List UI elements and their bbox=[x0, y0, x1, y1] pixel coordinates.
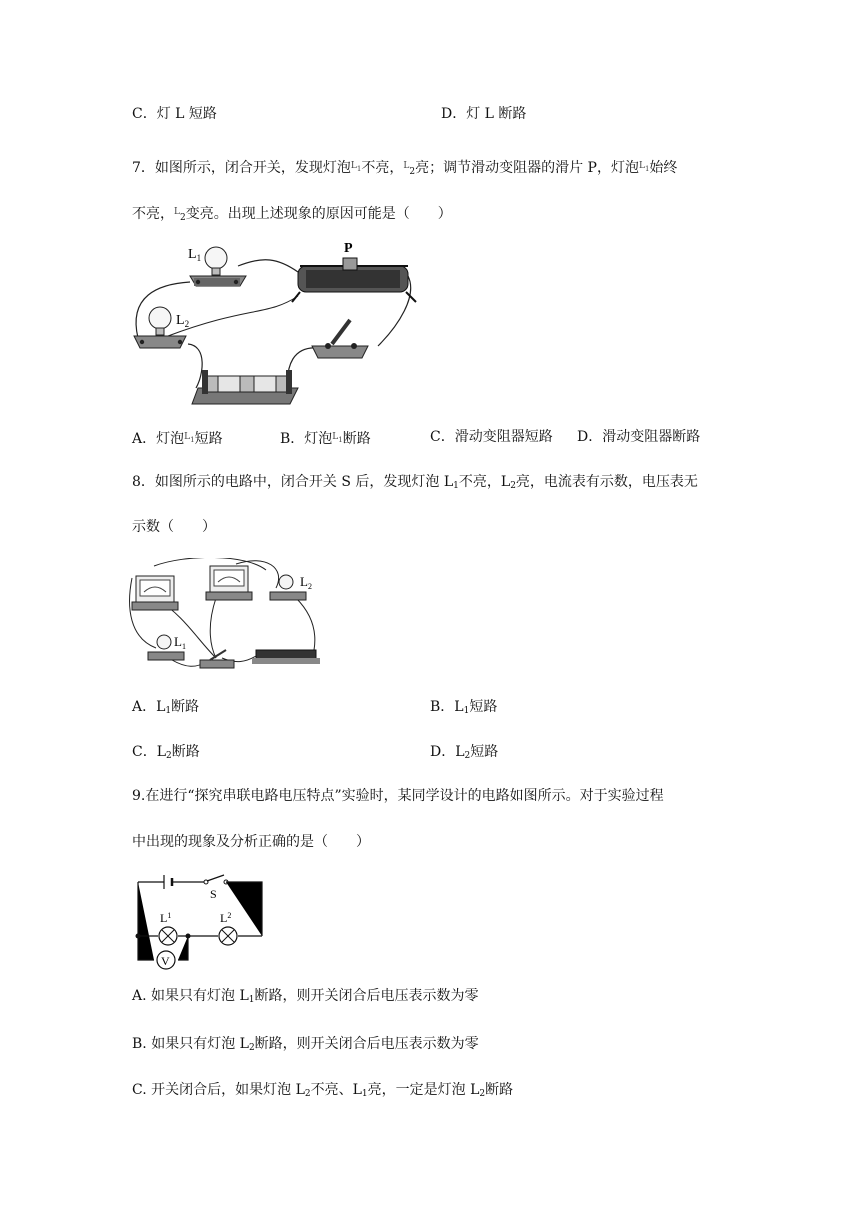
q8-stem-line2: 示数（ ） bbox=[132, 519, 216, 535]
q9-option-b: B. 如果只有灯泡 $L_2$断路，则开关闭合后电压表示数为零 bbox=[132, 1036, 479, 1053]
q8-option-c: C．$L_2$断路 bbox=[132, 744, 200, 761]
q8-option-b: B．$L_1$短路 bbox=[430, 699, 498, 716]
switch-icon bbox=[312, 320, 368, 358]
q7-fig-l2: $L_2$ bbox=[176, 313, 190, 329]
q8-stem-line1: 8．如图所示的电路中，闭合开关 S 后，发现灯泡 $L_1$不亮，$L_2$亮，电流表有示数，电压表无 bbox=[132, 474, 698, 491]
q6-option-d: D．灯 L 断路 bbox=[441, 106, 527, 122]
q8-option-a: A．$L_1$断路 bbox=[132, 699, 200, 716]
q9-stem-line2: 中出现的现象及分析正确的是（ ） bbox=[132, 834, 370, 850]
battery-symbol-icon bbox=[164, 875, 172, 889]
q9-option-c: C. 开关闭合后，如果灯泡 $L_2$不亮、$L_1$亮，一定是灯泡 $L_2$断路 bbox=[132, 1082, 514, 1099]
q9-fig-v: V bbox=[161, 954, 170, 968]
q7-option-b: B．灯泡$^L$1断路 bbox=[280, 431, 371, 447]
q7-circuit-figure bbox=[128, 236, 418, 408]
rheostat-icon bbox=[292, 258, 416, 302]
q7-fig-l1: $L_1$ bbox=[188, 247, 202, 263]
switch-icon bbox=[200, 650, 234, 668]
q9-option-a: A. 如果只有灯泡 $L_1$断路，则开关闭合后电压表示数为零 bbox=[132, 988, 479, 1005]
q7-fig-p: P bbox=[344, 241, 353, 256]
q9-fig-s: S bbox=[210, 887, 217, 901]
q7-option-a: A．灯泡$^L$1短路 bbox=[132, 431, 223, 447]
q7-option-d: D．滑动变阻器断路 bbox=[577, 429, 701, 445]
q9-fig-l1: $L^1$ bbox=[160, 911, 172, 925]
q9-stem-line1: 9.在进行“探究串联电路电压特点”实验时，某同学设计的电路如图所示。对于实验过程 bbox=[132, 788, 664, 804]
q8-fig-l2: $L_2$ bbox=[300, 574, 312, 591]
lamp-l1-icon bbox=[159, 927, 177, 945]
battery-icon bbox=[192, 370, 298, 404]
q7-option-c: C．滑动变阻器短路 bbox=[430, 429, 553, 445]
lamp-l2-icon bbox=[219, 927, 237, 945]
q9-circuit-schematic bbox=[132, 872, 272, 972]
battery-icon bbox=[252, 650, 320, 664]
q9-fig-l2: $L^2$ bbox=[220, 911, 232, 925]
q6-option-c: C．灯 L 短路 bbox=[132, 106, 217, 122]
q7-stem-line2: 不亮，$^L_2$变亮。出现上述现象的原因可能是（ ） bbox=[132, 206, 452, 223]
q8-option-d: D．$L_2$短路 bbox=[430, 744, 499, 761]
ammeter-icon bbox=[132, 576, 178, 610]
q8-fig-l1: $L_1$ bbox=[174, 634, 186, 651]
switch-symbol-icon bbox=[204, 875, 228, 884]
q7-stem-line1: 7．如图所示，闭合开关，发现灯泡$^L$1不亮，$^L_2$亮；调节滑动变阻器的滑片 P，灯泡$^L$1始终 bbox=[132, 160, 678, 177]
voltmeter-icon bbox=[206, 566, 252, 600]
q8-circuit-figure bbox=[126, 558, 326, 676]
